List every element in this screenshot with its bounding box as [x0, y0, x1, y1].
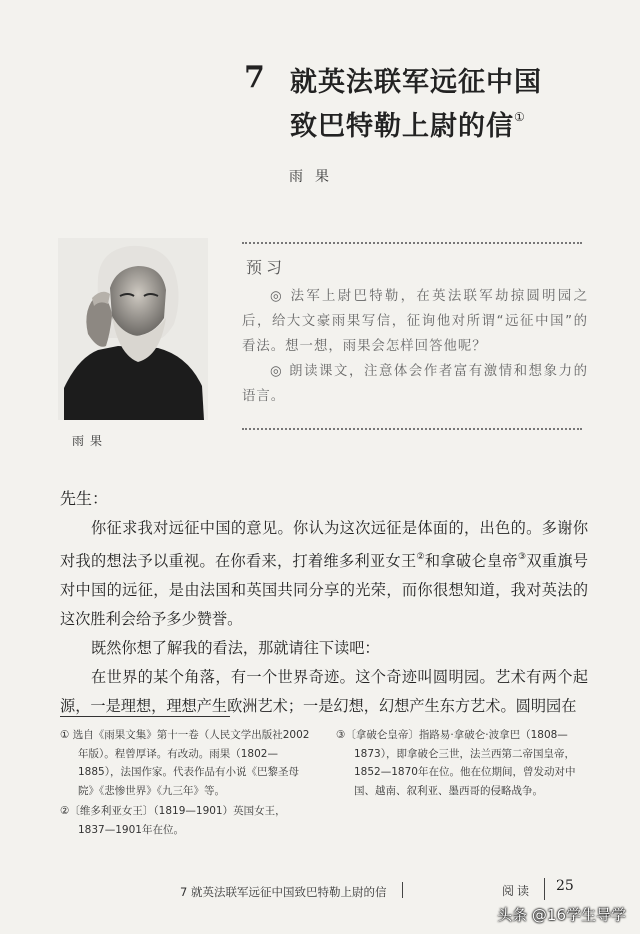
footnote-2: ②〔维多利亚女王〕（1819—1901）英国女王，1837—1901年在位。 — [60, 805, 286, 836]
footer-divider-2 — [544, 878, 545, 900]
preview-item-1: ◎ 法军上尉巴特勒，在英法联军劫掠圆明园之后，给大文豪雨果写信，征询他对所谓“远征中国”的看法。想一想，雨果会怎样回答他呢？ — [242, 289, 588, 354]
lesson-title-line-1: 就英法联军远征中国 — [290, 67, 542, 98]
letter-paragraph-2: 既然你想了解我的看法，那就请往下读吧： — [91, 639, 380, 657]
lesson-title-line-2-text: 致巴特勒上尉的信 — [290, 111, 514, 142]
portrait-drawing — [58, 238, 208, 420]
letter-body — [60, 514, 588, 721]
letter-paragraph-3: 在世界的某个角落，有一个世界奇迹。这个奇迹叫圆明园。艺术有两个起源，一是理想，理想产生欧洲艺术；一是幻想，幻想产生东方艺术。圆明园在 — [60, 668, 588, 715]
footnote-rule — [60, 716, 230, 717]
footnotes-left-column — [60, 726, 310, 841]
p1-part-b: 和拿破仑皇帝 — [424, 552, 518, 570]
page-number: 25 — [556, 878, 574, 894]
p1-part-c: 双重旗号对中国的远征，是由法国和英国共同分享的光荣，而你很想知道，我对英法的这次胜利会给予多少赞誉。 — [60, 552, 589, 628]
preview-top-divider — [242, 242, 582, 244]
footer-lesson-title: 7 就英法联军远征中国致巴特勒上尉的信 — [180, 885, 387, 899]
lesson-title-line-2 — [290, 104, 526, 143]
footnote-marker-2[interactable]: ② — [416, 552, 425, 562]
letter-salutation: 先生： — [60, 489, 109, 508]
footnote-marker-1[interactable]: ① — [514, 110, 526, 124]
author-name: 雨果 — [289, 169, 341, 185]
preview-box — [242, 256, 588, 409]
portrait-caption: 雨果 — [72, 434, 109, 448]
footnote-1: ① 选自《雨果文集》第十一卷（人民文学出版社2002年版）。程曾厚译。有改动。雨果（1802—1885），法国作家。代表作品有小说《巴黎圣母院》《悲惨世界》《九三年》等。 — [60, 729, 310, 797]
letter-paragraph-1 — [60, 514, 588, 634]
footnotes-right-column — [336, 726, 588, 802]
preview-item-2: ◎ 朗读课文，注意体会作者富有激情和想象力的语言。 — [242, 364, 588, 404]
preview-heading: 预习 — [246, 258, 287, 277]
lesson-number: 7 — [244, 60, 265, 95]
footer-section: 阅读 — [502, 884, 533, 898]
p1-part-a: 你征求我对远征中国的意见。你认为这次远征是体面的，出色的。多谢你对我的想法予以重视。在你看来，打着维多利亚女王 — [60, 519, 588, 570]
author-portrait — [58, 238, 208, 420]
footnote-3: ③〔拿破仑皇帝〕指路易·拿破仑·波拿巴（1808—1873），即拿破仑三世，法兰西第二帝国皇帝，1852—1870年在位。他在位期间，曾发动对中国、越南、叙利亚、墨西哥的侵略战争。 — [336, 729, 576, 797]
preview-bottom-divider — [242, 428, 582, 430]
footer-divider — [402, 882, 403, 898]
watermark: 头条 @16学生导学 — [497, 906, 626, 924]
footnote-marker-3[interactable]: ③ — [517, 552, 527, 562]
